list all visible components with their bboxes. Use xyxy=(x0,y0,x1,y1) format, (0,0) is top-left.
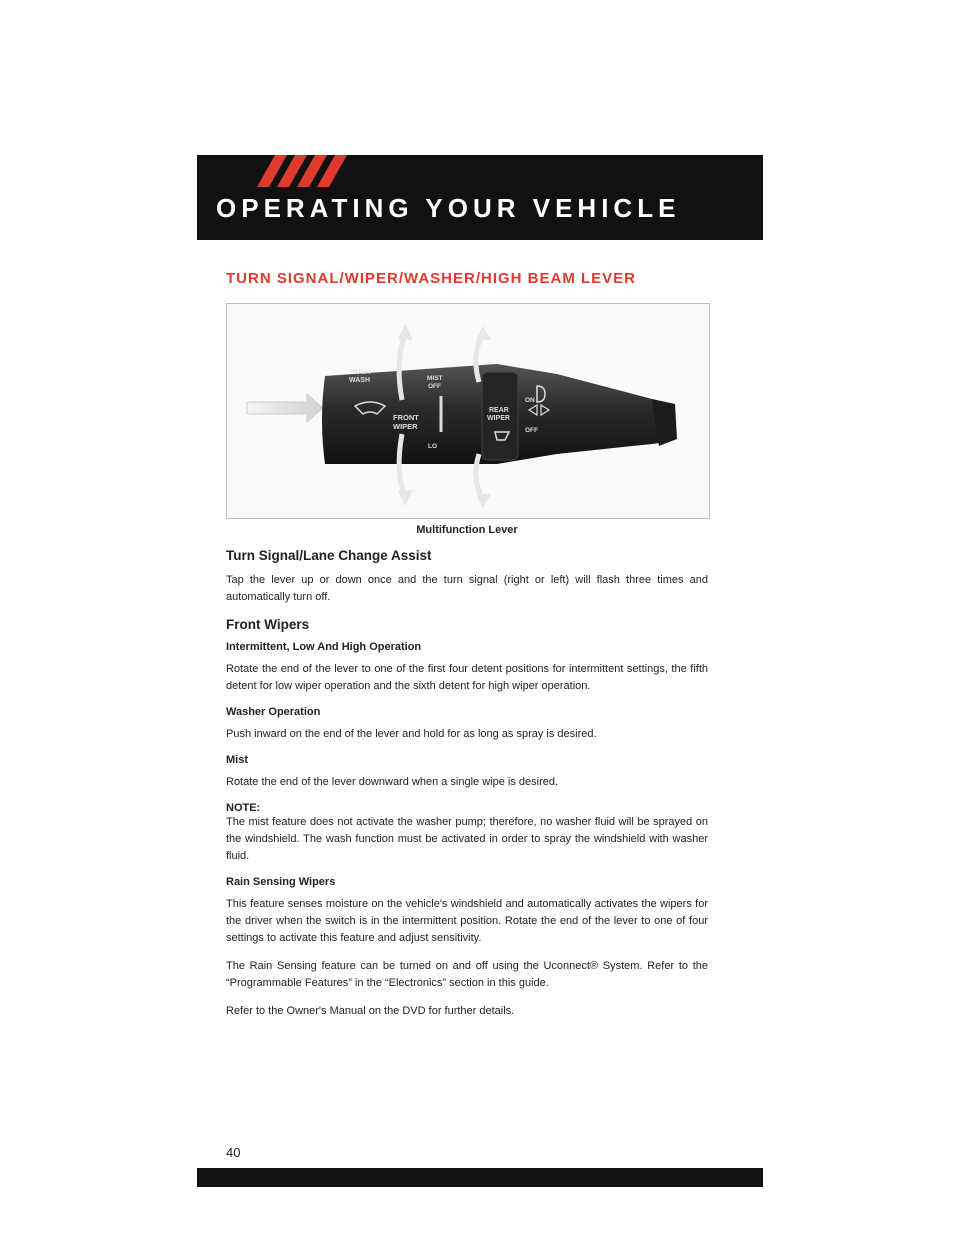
footer-band xyxy=(197,1168,763,1187)
multifunction-lever-figure xyxy=(226,303,710,519)
push-arrow-icon xyxy=(247,394,323,422)
rear-wiper-label-2: WIPER xyxy=(487,415,510,422)
washer-heading: Washer Operation xyxy=(226,706,321,718)
figure-caption: Multifunction Lever xyxy=(416,524,518,536)
lo-label: LO xyxy=(428,443,438,450)
washer-text: Push inward on the end of the lever and hold for as long as spray is desired. xyxy=(226,728,597,740)
rain-sensing-text-2: The Rain Sensing feature can be turned on and off using the Uconnect® System. Refer to the “Programmable Features” in the “Electronics” section in this guide. xyxy=(226,960,708,989)
stripes-logo xyxy=(257,155,357,187)
note-label: NOTE: xyxy=(226,802,261,814)
rain-sensing-text-1: This feature senses moisture on the vehicle's windshield and automatically activates the wipers for the driver when the switch is in the intermittent position. Rotate the end of the lever to one of four settings to activate this feature and adjust sensitivity. xyxy=(226,898,708,944)
push-wash-label-2: WASH xyxy=(349,377,370,384)
header-band xyxy=(197,155,763,240)
intermittent-heading: Intermittent, Low And High Operation xyxy=(226,641,422,653)
mist-heading: Mist xyxy=(226,754,248,766)
body-content xyxy=(226,548,708,1031)
push-wash-label: PUSH xyxy=(351,369,371,376)
front-wiper-label-2: WIPER xyxy=(393,422,418,431)
on-label: ON xyxy=(525,397,535,404)
rain-sensing-heading: Rain Sensing Wipers xyxy=(226,876,336,888)
turn-signal-heading: Turn Signal/Lane Change Assist xyxy=(226,548,432,563)
intermittent-text: Rotate the end of the lever to one of the first four detent positions for intermittent settings, the fifth detent for low wiper operation and the sixth detent for high wiper operation. xyxy=(226,663,708,692)
page-number: 40 xyxy=(226,1145,241,1160)
mist-off-label: MIST xyxy=(427,375,443,382)
rear-wiper-label: REAR xyxy=(489,407,509,414)
section-title: OPERATING YOUR VEHICLE xyxy=(216,193,681,223)
lever-illustration xyxy=(227,304,709,518)
front-wiper-label: FRONT xyxy=(393,413,419,422)
page-heading: TURN SIGNAL/WIPER/WASHER/HIGH BEAM LEVER xyxy=(226,270,637,287)
off-label: OFF xyxy=(525,427,538,434)
mist-off-label-2: OFF xyxy=(428,383,441,390)
front-wipers-heading: Front Wipers xyxy=(226,617,310,632)
mist-text: Rotate the end of the lever downward when a single wipe is desired. xyxy=(226,776,559,788)
refer-text: Refer to the Owner's Manual on the DVD for further details. xyxy=(226,1005,515,1017)
note-text: The mist feature does not activate the washer pump; therefore, no washer fluid will be sprayed on the windshield. The wash function must be activated in order to spray the windshield with washer fluid. xyxy=(226,816,708,862)
turn-signal-text: Tap the lever up or down once and the turn signal (right or left) will flash three times and automatically turn off. xyxy=(226,574,708,603)
